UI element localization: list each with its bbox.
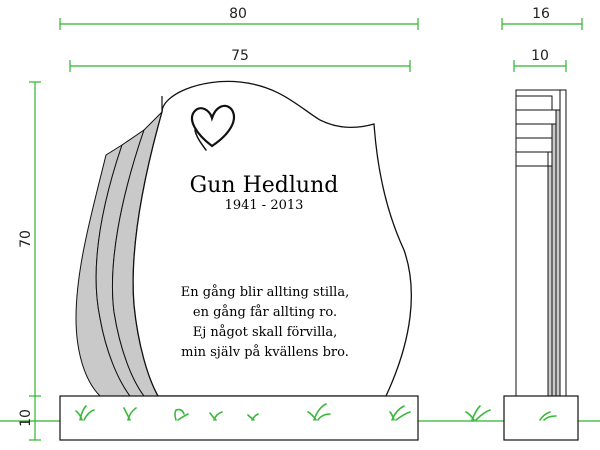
depth-overall-label: 16 [532, 6, 550, 22]
life-years: 1941 - 2013 [224, 198, 304, 213]
deceased-name: Gun Hedlund [189, 173, 339, 198]
verse-line: En gång blir allting stilla, [180, 285, 350, 300]
depth-stone-label: 10 [531, 48, 549, 64]
base-height-label: 10 [18, 409, 34, 427]
grass-tuft [466, 406, 490, 420]
verse-line: min själv på kvällens bro. [181, 345, 349, 360]
side-shade-strip [556, 110, 560, 396]
height-label: 70 [18, 230, 34, 248]
headstone-side [504, 90, 578, 440]
side-shade-strip [548, 166, 552, 396]
side-shade-strip [552, 124, 556, 396]
verse-line: Ej något skall förvilla, [192, 325, 338, 340]
verse-line: en gång får allting ro. [192, 305, 338, 320]
overall-width-label: 80 [229, 6, 247, 22]
stone-width-label: 75 [231, 48, 249, 64]
headstone-base-front [60, 396, 418, 440]
